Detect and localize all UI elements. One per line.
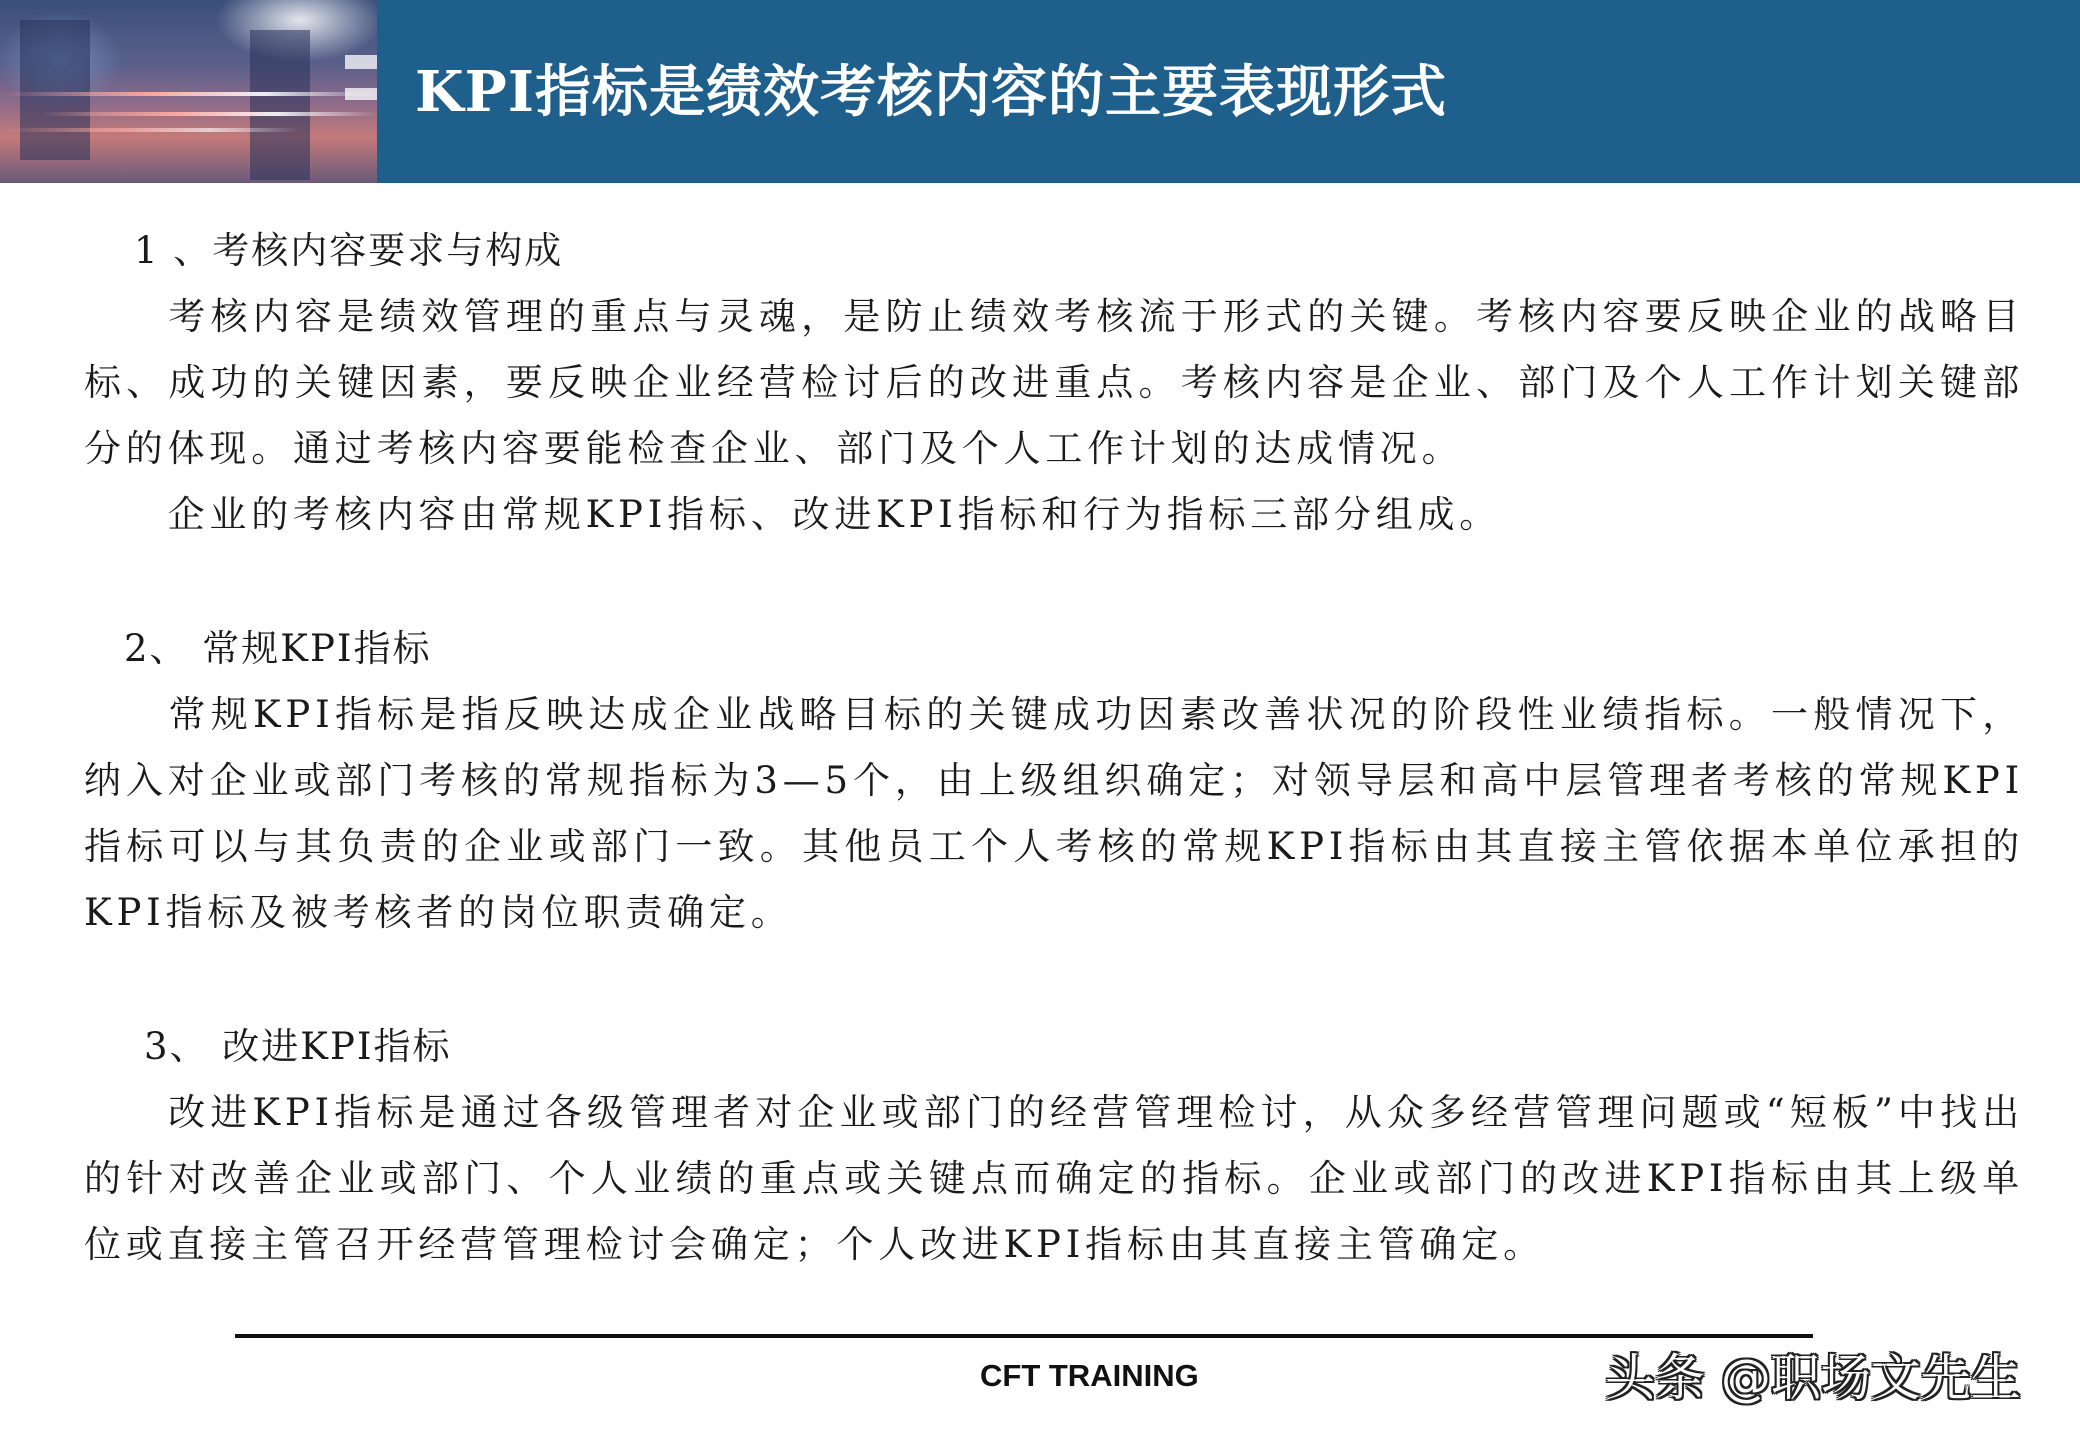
photo-light-streak-1 — [0, 92, 377, 96]
photo-building-left — [20, 20, 90, 160]
watermark: 头条 @职场文先生 — [1605, 1349, 2021, 1407]
photo-light-streak-3 — [0, 128, 300, 132]
section-heading: 2、 常规KPI指标 — [124, 627, 432, 670]
section-2 — [84, 616, 2024, 946]
photo-light-streak-2 — [40, 112, 377, 116]
header-photo — [0, 0, 377, 183]
photo-highlight-1 — [345, 55, 377, 69]
section-paragraph: 改进KPI指标是通过各级管理者对企业或部门的经营管理检讨，从众多经营管理问题或“短板”中找出的针对改善企业或部门、个人业绩的重点或关键点而确定的指标。企业或部门的改进KPI指标由其上级单位或直接主管召开经营管理检讨会确定；个人改进KPI指标由其直接主管确定。 — [84, 1091, 2024, 1266]
section-3 — [84, 1014, 2024, 1278]
section-heading: 1 、考核内容要求与构成 — [134, 229, 564, 272]
section-spacer — [84, 946, 2024, 1014]
section-1 — [84, 218, 2024, 548]
section-paragraph: 常规KPI指标是指反映达成企业战略目标的关键成功因素改善状况的阶段性业绩指标。一般情况下，纳入对企业或部门考核的常规指标为3—5个，由上级组织确定；对领导层和高中层管理者考核的常规KPI指标可以与其负责的企业或部门一致。其他员工个人考核的常规KPI指标由其直接主管依据本单位承担的KPI指标及被考核者的岗位职责确定。 — [84, 693, 2024, 934]
footer-label: CFT TRAINING — [980, 1358, 1199, 1393]
section-paragraph: 考核内容是绩效管理的重点与灵魂，是防止绩效考核流于形式的关键。考核内容要反映企业的战略目标、成功的关键因素，要反映企业经营检讨后的改进重点。考核内容是企业、部门及个人工作计划关键部分的体现。通过考核内容要能检查企业、部门及个人工作计划的达成情况。 — [84, 295, 2024, 470]
header-band — [0, 0, 2080, 183]
page-title: KPI指标是绩效考核内容的主要表现形式 — [415, 59, 1447, 125]
photo-building-right — [250, 30, 310, 180]
main-content — [84, 218, 2024, 1278]
section-spacer — [84, 548, 2024, 616]
section-heading: 3、 改进KPI指标 — [144, 1025, 452, 1068]
footer-divider — [235, 1334, 1813, 1338]
section-paragraph: 企业的考核内容由常规KPI指标、改进KPI指标和行为指标三部分组成。 — [84, 493, 1502, 536]
